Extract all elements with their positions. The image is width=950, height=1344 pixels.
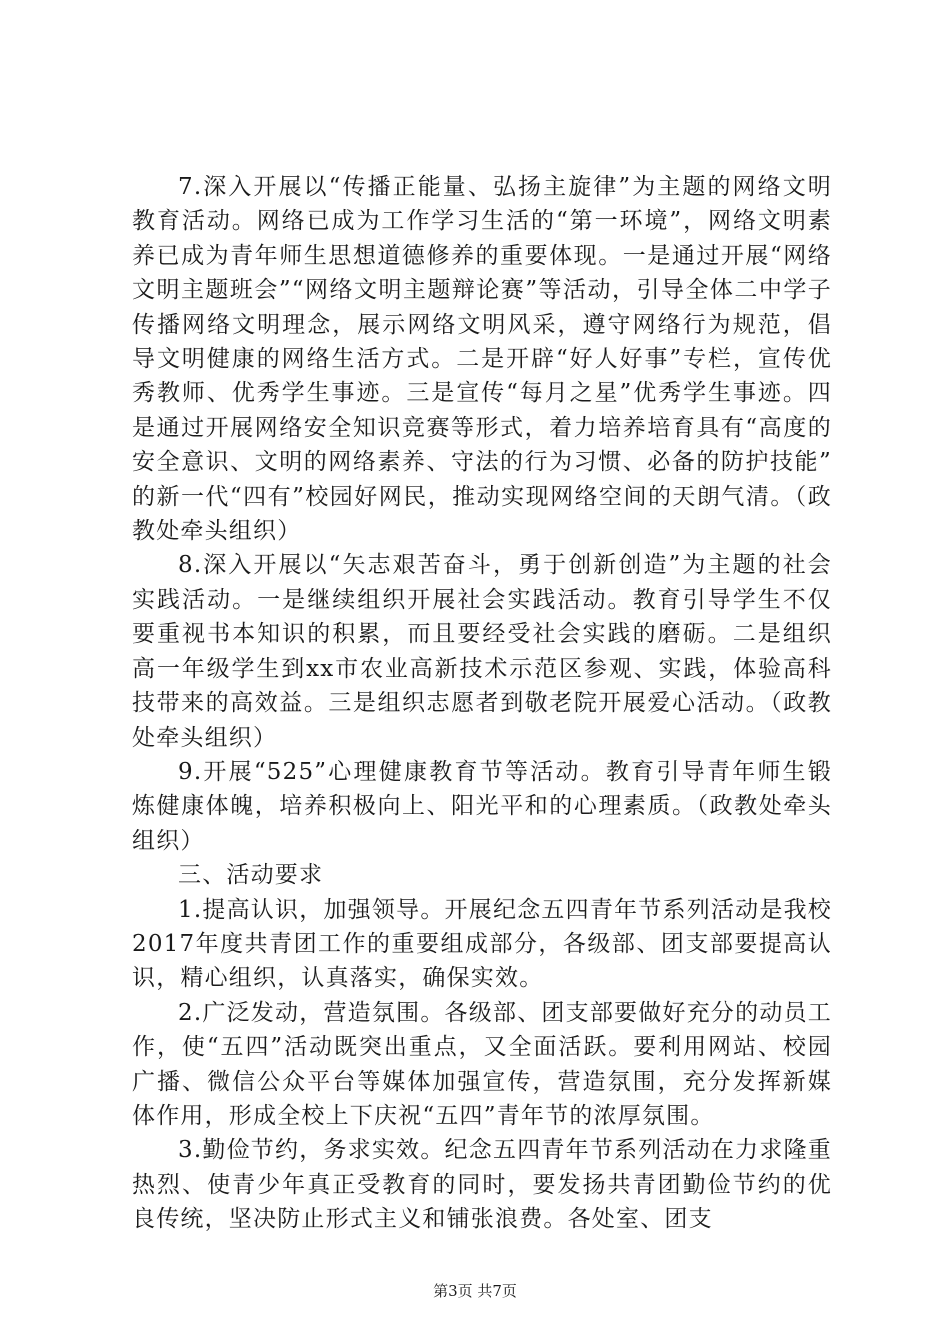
paragraph-requirement-3: 3.勤俭节约，务求实效。纪念五四青年节系列活动在力求隆重热烈、使青少年真正受教育的同时，要发扬共青团勤俭节约的优良传统，坚决防止形式主义和铺张浪费。各处室、团支 [132, 1137, 832, 1233]
page-number-footer: 第3页 共7页 [433, 1282, 517, 1300]
paragraph-item-8: 8.深入开展以“矢志艰苦奋斗，勇于创新创造”为主题的社会实践活动。一是继续组织开展社会实践活动。教育引导学生不仅要重视书本知识的积累，而且要经受社会实践的磨砺。二是组织高一年级学生到xx市农业高新技术示范区参观、实践，体验高科技带来的高效益。三是组织志愿者到敬老院开展爱心活动。（政教处牵头组织） [132, 552, 832, 751]
paragraph-item-9: 9.开展“525”心理健康教育节等活动。教育引导青年师生锻炼健康体魄，培养积极向上、阳光平和的心理素质。（政教处牵头组织） [132, 758, 832, 854]
section-heading-requirements: 三、活动要求 [178, 862, 324, 889]
paragraph-item-7: 7.深入开展以“传播正能量、弘扬主旋律”为主题的网络文明教育活动。网络已成为工作学习生活的“第一环境”，网络文明素养已成为青年师生思想道德修养的重要体现。一是通过开展“网络文明主题班会”“网络文明主题辩论赛”等活动，引导全体二中学子传播网络文明理念，展示网络文明风采，遵守网络行为规范，倡导文明健康的网络生活方式。二是开辟“好人好事”专栏，宣传优秀教师、优秀学生事迹。三是宣传“每月之星”优秀学生事迹。四是通过开展网络安全知识竞赛等形式，着力培养培育具有“高度的安全意识、文明的网络素养、守法的行为习惯、必备的防护技能”的新一代“四有”校园好网民，推动实现网络空间的天朗气清。（政教处牵头组织） [132, 174, 832, 545]
paragraph-requirement-2: 2.广泛发动，营造氛围。各级部、团支部要做好充分的动员工作，使“五四”活动既突出重点，又全面活跃。要利用网站、校园广播、微信公众平台等媒体加强宣传，营造氛围，充分发挥新媒体作用，形成全校上下庆祝“五四”青年节的浓厚氛围。 [132, 999, 832, 1129]
paragraph-requirement-1: 1.提高认识，加强领导。开展纪念五四青年节系列活动是我校2017年度共青团工作的重要组成部分，各级部、团支部要提高认识，精心组织，认真落实，确保实效。 [132, 896, 832, 992]
document-body [132, 170, 832, 1233]
